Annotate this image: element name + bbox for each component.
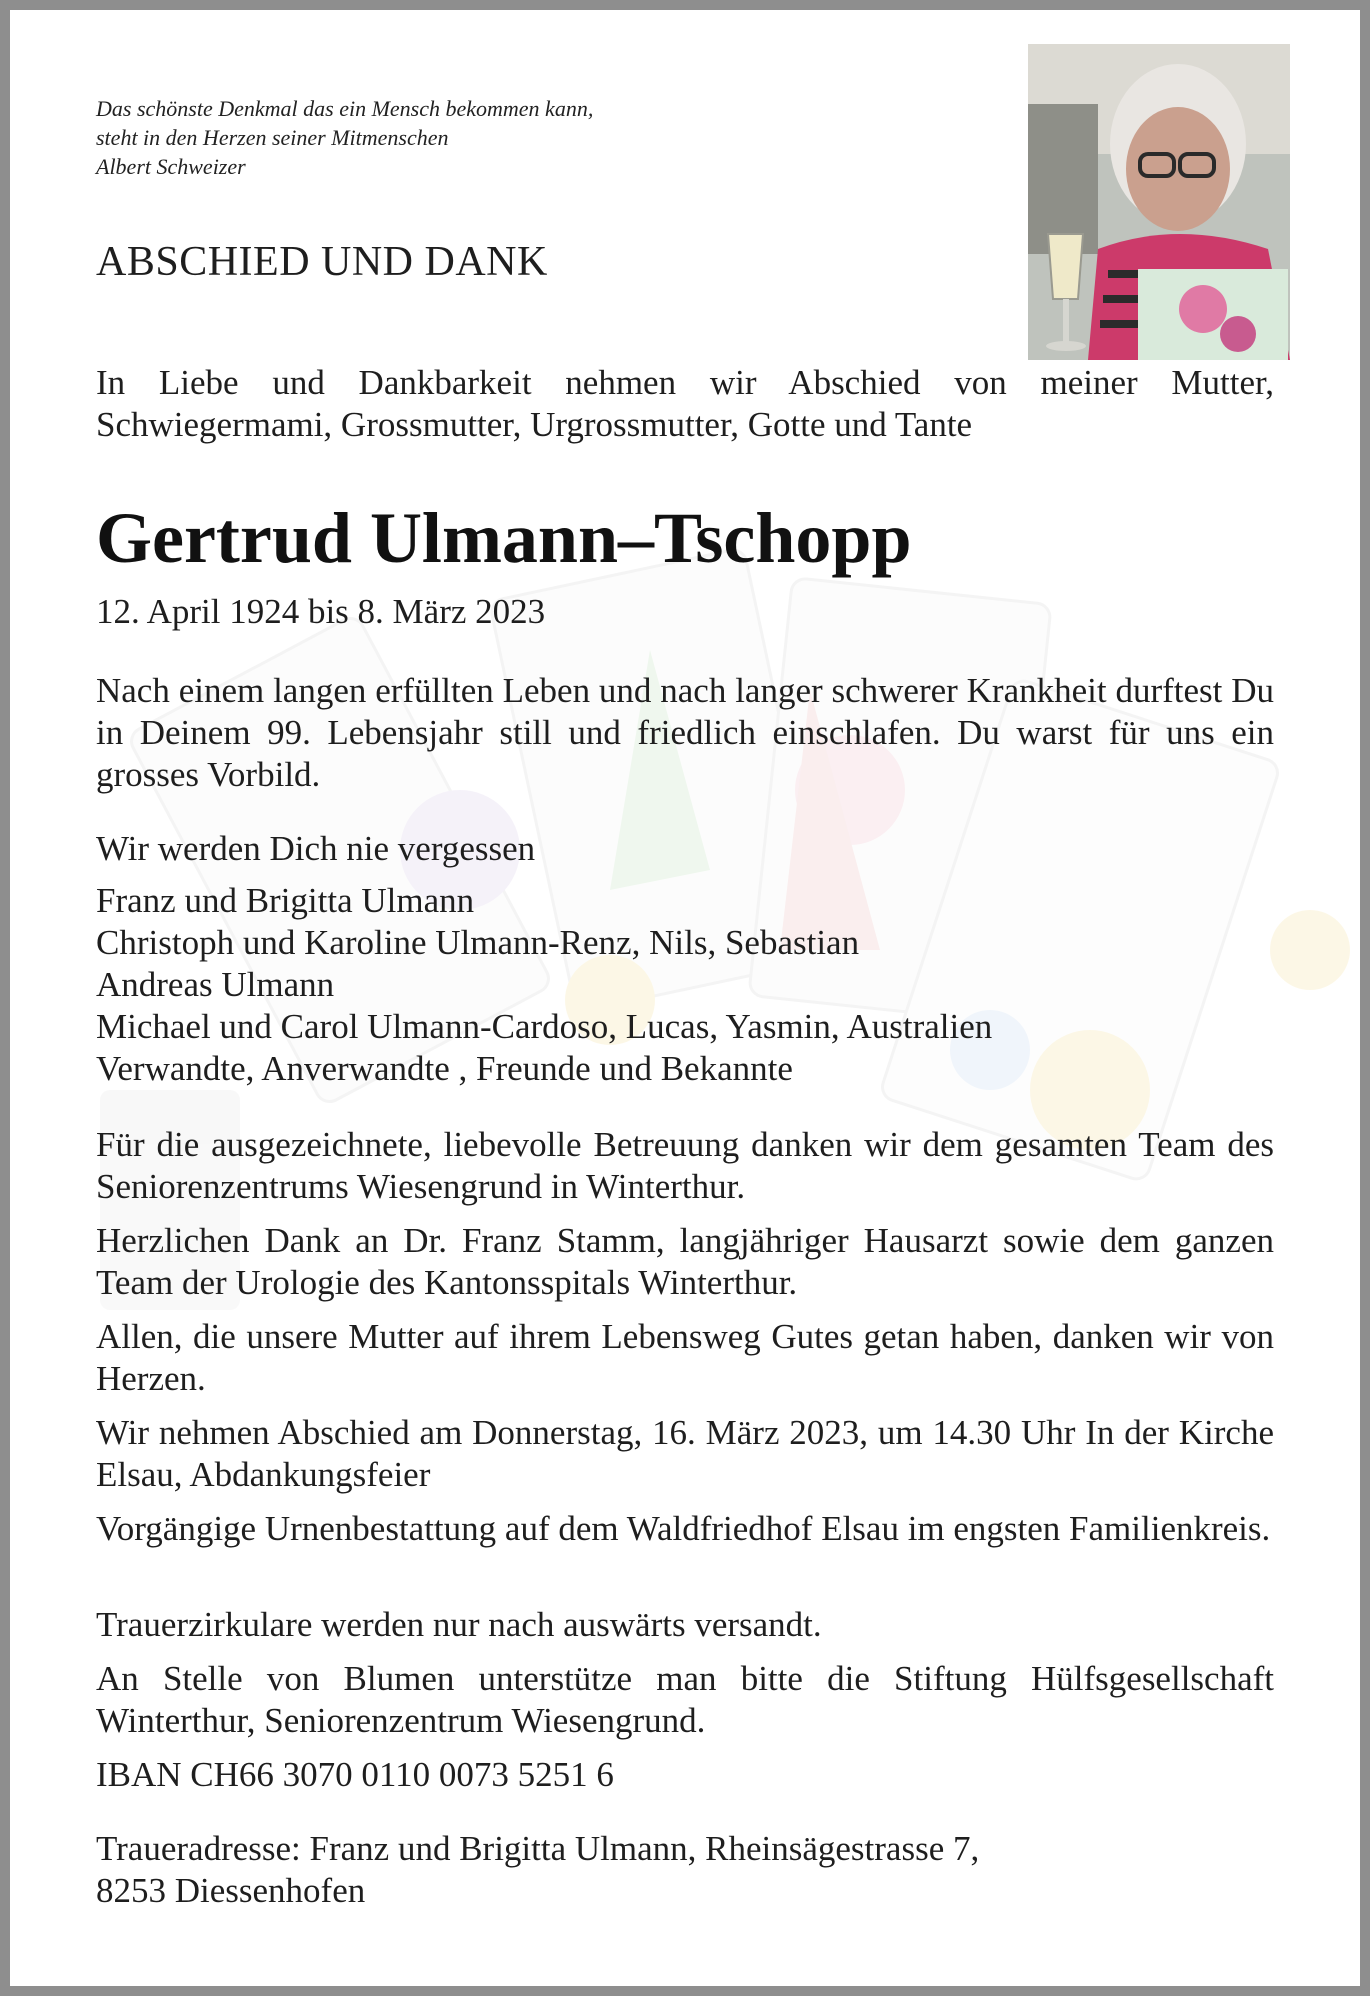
burial-note: Vorgängige Urnenbestattung auf dem Waldfriedhof Elsau im engsten Familienkreis. xyxy=(96,1509,1271,1548)
thanks-paragraph: Herzlichen Dank an Dr. Franz Stamm, langjähriger Hausarzt sowie dem ganzen Team der Urologie des Kantonsspitals Winterthur. xyxy=(96,1221,1274,1302)
life-dates: 12. April 1924 bis 8. März 2023 xyxy=(96,592,546,631)
iban: IBAN CH66 3070 0110 0073 5251 6 xyxy=(96,1755,614,1794)
mourner-name: Verwandte, Anverwandte , Freunde und Bekannte xyxy=(96,1049,793,1088)
tribute-paragraph: Nach einem langen erfüllten Leben und nach langer schwerer Krankheit durftest Du in Deinem 99. Lebensjahr still und friedlich einschlafen. Du warst für uns ein grosses Vorbild. xyxy=(96,671,1274,794)
deceased-name: Gertrud Ulmann–Tschopp xyxy=(96,498,912,578)
mourners-opening: Wir werden Dich nie vergessen xyxy=(96,829,536,868)
mourner-name: Andreas Ulmann xyxy=(96,965,335,1004)
mourner-name: Michael und Carol Ulmann-Cardoso, Lucas, Yasmin, Australien xyxy=(96,1007,993,1046)
donation-note: An Stelle von Blumen unterstütze man bitte die Stiftung Hülfsgesellschaft Winterthur, Seniorenzentrum Wiesengrund. xyxy=(96,1659,1274,1740)
thanks-paragraph: Allen, die unsere Mutter auf ihrem Lebensweg Gutes getan haben, danken wir von Herzen. xyxy=(96,1317,1274,1398)
obituary-page xyxy=(10,10,1360,1986)
epigraph-quote xyxy=(96,94,593,181)
mourner-name: Christoph und Karoline Ulmann-Renz, Nils, Sebastian xyxy=(96,923,860,962)
mourners-list xyxy=(96,828,1274,1090)
farewell-ceremony: Wir nehmen Abschied am Donnerstag, 16. März 2023, um 14.30 Uhr In der Kirche Elsau, Abdankungsfeier xyxy=(96,1413,1274,1494)
intro-paragraph: In Liebe und Dankbarkeit nehmen wir Abschied von meiner Mutter, Schwiegermami, Grossmutter, Urgrossmutter, Gotte und Tante xyxy=(96,363,1274,444)
circular-note: Trauerzirkulare werden nur nach auswärts versandt. xyxy=(96,1605,822,1644)
quote-line-1: Das schönste Denkmal das ein Mensch bekommen kann, xyxy=(96,96,594,121)
page-heading: ABSCHIED UND DANK xyxy=(96,239,548,285)
portrait-photo xyxy=(1028,44,1290,360)
mourning-address xyxy=(96,1828,1274,1912)
mourner-name: Franz und Brigitta Ulmann xyxy=(96,881,475,920)
quote-line-2: steht in den Herzen seiner Mitmenschen xyxy=(96,125,449,150)
thanks-paragraph: Für die ausgezeichnete, liebevolle Betreuung danken wir dem gesamten Team des Seniorenzentrums Wiesengrund in Winterthur. xyxy=(96,1125,1274,1206)
quote-author: Albert Schweizer xyxy=(96,154,246,179)
address-line-1: Traueradresse: Franz und Brigitta Ulmann, Rheinsägestrasse 7, xyxy=(96,1829,980,1868)
address-line-2: 8253 Diessenhofen xyxy=(96,1871,366,1910)
